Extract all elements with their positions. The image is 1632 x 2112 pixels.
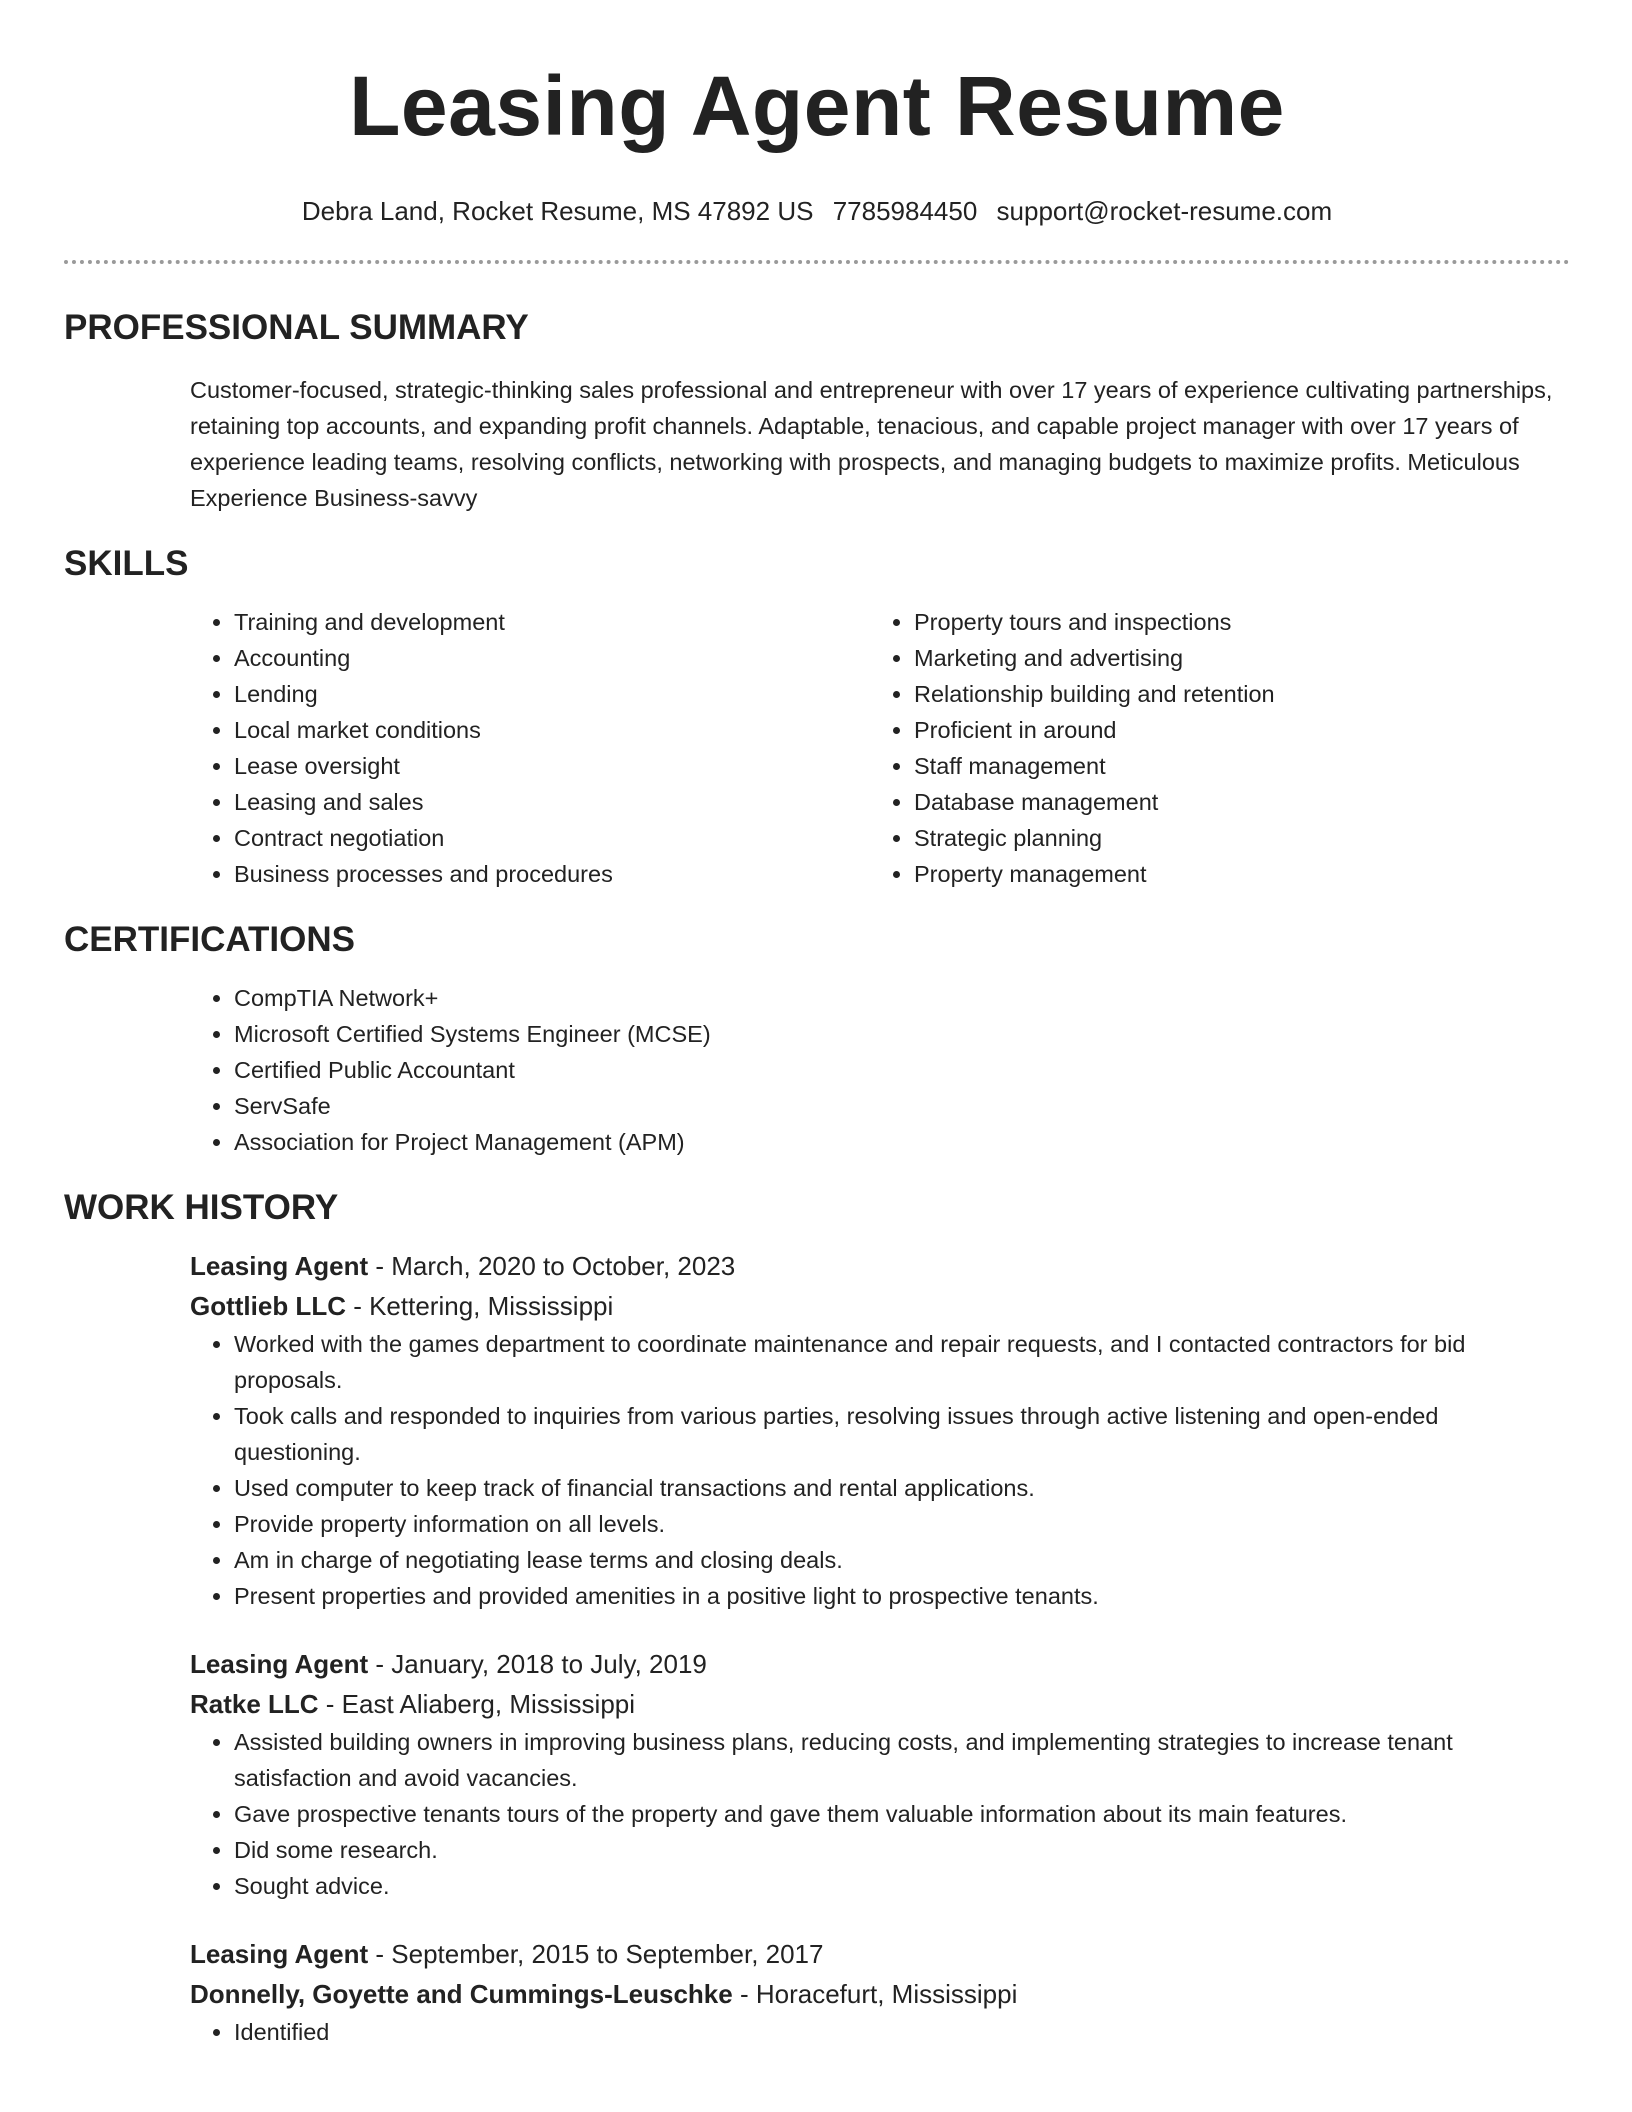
certifications-section [64, 918, 1570, 1160]
job-title: Leasing Agent [190, 1939, 369, 1969]
job-bullet: • Sought advice. [234, 1868, 1570, 1904]
certification-item: • CompTIA Network+ [234, 980, 1570, 1016]
skills-section [64, 542, 1570, 892]
header-divider [64, 260, 1570, 264]
section-heading-certifications: CERTIFICATIONS [64, 920, 356, 959]
skill-item: • Property management [914, 856, 1550, 892]
skills-columns [190, 604, 1570, 892]
job-dates: - January, 2018 to July, 2019 [368, 1649, 707, 1679]
job-bullet: • Provide property information on all levels. [234, 1506, 1570, 1542]
skill-item: • Leasing and sales [234, 784, 870, 820]
job-company-line [190, 1684, 1570, 1724]
job-bullets [190, 1326, 1570, 1614]
skill-item: • Contract negotiation [234, 820, 870, 856]
job-title-line [190, 1246, 1570, 1286]
job-bullet: • Gave prospective tenants tours of the property and gave them valuable information about its main features. [234, 1796, 1570, 1832]
contact-line [64, 194, 1570, 228]
section-heading-work-history: WORK HISTORY [64, 1188, 339, 1227]
job-bullet: • Am in charge of negotiating lease terms and closing deals. [234, 1542, 1570, 1578]
job-location: - Kettering, Mississippi [345, 1291, 614, 1321]
section-heading-skills: SKILLS [64, 544, 189, 583]
contact-address: Debra Land, Rocket Resume, MS 47892 US [301, 196, 814, 226]
skill-item: • Local market conditions [234, 712, 870, 748]
job-entry [190, 1934, 1570, 2050]
certification-item: • Microsoft Certified Systems Engineer (MCSE) [234, 1016, 1570, 1052]
certification-item: • Association for Project Management (APM) [234, 1124, 1570, 1160]
skill-item: • Database management [914, 784, 1550, 820]
summary-section [64, 306, 1570, 516]
job-bullet: • Assisted building owners in improving business plans, reducing costs, and implementing strategies to increase tenant satisfaction and avoid vacancies. [234, 1724, 1570, 1796]
job-entry [190, 1644, 1570, 1904]
skill-item: • Proficient in around [914, 712, 1550, 748]
certification-item: • ServSafe [234, 1088, 1570, 1124]
job-location: - East Aliaberg, Mississippi [318, 1689, 636, 1719]
job-title-line [190, 1644, 1570, 1684]
job-bullet: • Identified [234, 2014, 1570, 2050]
job-title: Leasing Agent [190, 1649, 369, 1679]
contact-email: support@rocket-resume.com [996, 196, 1333, 226]
job-bullets [190, 2014, 1570, 2050]
skill-item: • Marketing and advertising [914, 640, 1550, 676]
certifications-list [190, 980, 1570, 1160]
skill-item: • Property tours and inspections [914, 604, 1550, 640]
contact-phone: 7785984450 [832, 196, 978, 226]
job-location: - Horacefurt, Mississippi [732, 1979, 1018, 2009]
resume-title: Leasing Agent Resume [349, 59, 1285, 153]
job-bullet: • Worked with the games department to coordinate maintenance and repair requests, and I contacted contractors for bid proposals. [234, 1326, 1570, 1398]
job-company: Ratke LLC [190, 1689, 319, 1719]
job-entry [190, 1246, 1570, 1614]
skill-item: • Training and development [234, 604, 870, 640]
job-bullet: • Did some research. [234, 1832, 1570, 1868]
skills-list-right [870, 604, 1550, 892]
job-dates: - September, 2015 to September, 2017 [368, 1939, 824, 1969]
skill-item: • Accounting [234, 640, 870, 676]
job-bullet: • Present properties and provided amenities in a positive light to prospective tenants. [234, 1578, 1570, 1614]
skill-item: • Lending [234, 676, 870, 712]
summary-text: Customer-focused, strategic-thinking sales professional and entrepreneur with over 17 years of experience cultivating partnerships, retaining top accounts, and expanding profit channels. Adaptable, tenacious, and capable project manager with over 17 years of experience leading teams, resolving conflicts, networking with prospects, and managing budgets to maximize profits. Meticulous Experience Business-savvy [190, 377, 1553, 511]
skills-column-right [870, 604, 1550, 892]
skills-list-left [190, 604, 870, 892]
job-title: Leasing Agent [190, 1251, 369, 1281]
certifications-body [190, 980, 1570, 1160]
skill-item: • Relationship building and retention [914, 676, 1550, 712]
job-company-line [190, 1286, 1570, 1326]
job-company: Donnelly, Goyette and Cummings-Leuschke [190, 1979, 733, 2009]
skill-item: • Business processes and procedures [234, 856, 870, 892]
job-company: Gottlieb LLC [190, 1291, 346, 1321]
job-company-line [190, 1974, 1570, 2014]
skills-column-left [190, 604, 870, 892]
certification-item: • Certified Public Accountant [234, 1052, 1570, 1088]
job-bullet: • Used computer to keep track of financial transactions and rental applications. [234, 1470, 1570, 1506]
job-bullets [190, 1724, 1570, 1904]
section-heading-summary: PROFESSIONAL SUMMARY [64, 308, 529, 347]
skill-item: • Lease oversight [234, 748, 870, 784]
skill-item: • Strategic planning [914, 820, 1550, 856]
job-bullet: • Took calls and responded to inquiries from various parties, resolving issues through active listening and open-ended questioning. [234, 1398, 1570, 1470]
work-history-section [64, 1186, 1570, 2050]
job-dates: - March, 2020 to October, 2023 [368, 1251, 736, 1281]
skill-item: • Staff management [914, 748, 1550, 784]
resume-page [64, 0, 1570, 2050]
job-title-line [190, 1934, 1570, 1974]
